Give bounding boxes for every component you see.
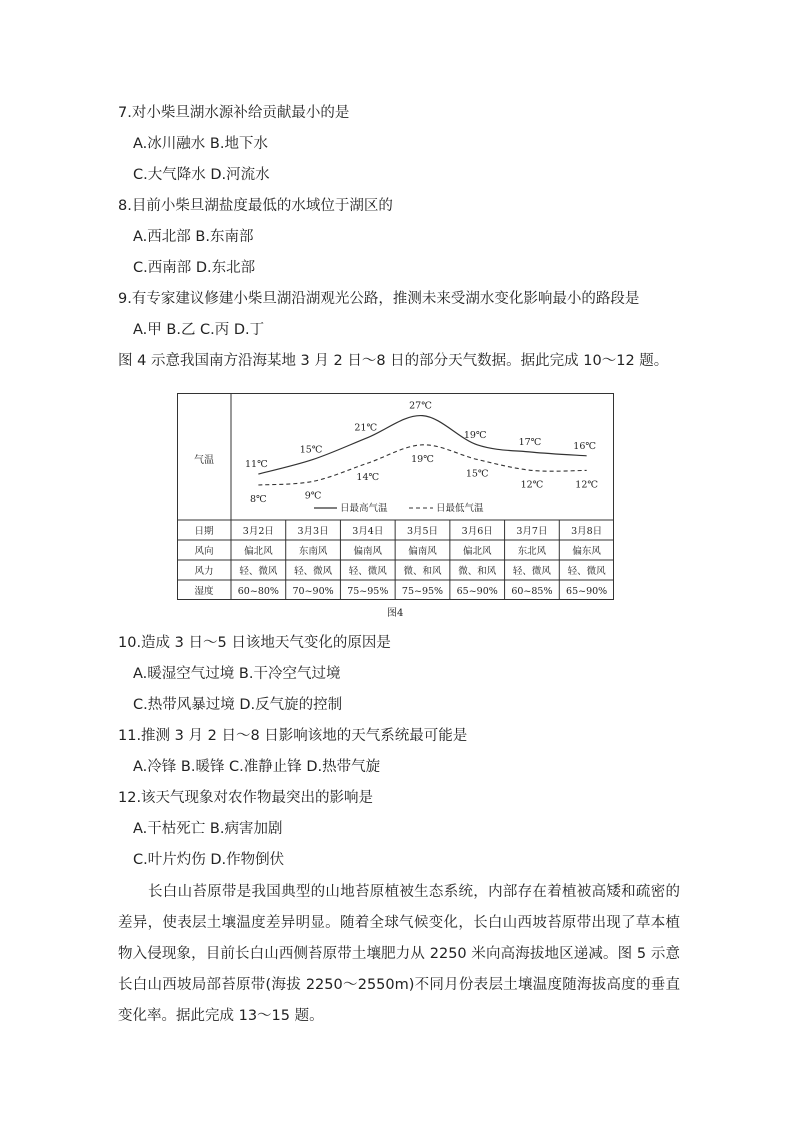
low-temp-label: 14℃: [356, 472, 380, 484]
wind-direction-cell: 偏南风: [408, 546, 437, 557]
question-9-stem: 9.有专家建议修建小柴旦湖沿湖观光公路，推测未来受湖水变化影响最小的路段是: [118, 291, 640, 307]
high-temp-label: 27℃: [409, 400, 432, 412]
high-temp-label: 19℃: [463, 429, 487, 441]
wind-force-cell: 轻、微风: [239, 566, 278, 577]
question-7-stem: 7.对小柴旦湖水源补给贡献最小的是: [118, 105, 350, 121]
question-10-option-cd: C.热带风暴过境 D.反气旋的控制: [133, 697, 343, 713]
humidity-cell: 60~80%: [237, 586, 279, 597]
humidity-cell: 65~90%: [566, 586, 608, 597]
wind-direction-cell: 东北风: [517, 546, 547, 557]
high-temp-label: 15℃: [299, 444, 323, 456]
row-header-wind-dir: 风向: [194, 546, 214, 557]
high-temp-label: 21℃: [354, 422, 378, 434]
figure-intro: 图 4 示意我国南方沿海某地 3 月 2 日～8 日的部分天气数据。据此完成 10～12 题。: [118, 353, 669, 369]
low-temp-labels: [250, 454, 598, 505]
wind-direction-cell: 东南风: [298, 546, 328, 557]
wind-direction-cell: 偏北风: [462, 546, 492, 557]
wind-direction-cell: 偏北风: [244, 546, 273, 557]
passage-paragraph: 长白山苔原带是我国典型的山地苔原植被生态系统，内部存在着植被高矮和疏密的差异，使表层土壤温度差异明显。随着全球气候变化，长白山西坡苔原带出现了草本植物入侵现象，目前长白山西侧苔原带土壤肥力从 2250 米向高海拔地区递减。图 5 示意长白山西坡局部苔原带(海拔 2250～2550m)不同月份表层土壤温度随海拔高度的垂直变化率。据此完成 13～15 题。: [118, 884, 680, 1024]
question-10-stem: 10.造成 3 日～5 日该地天气变化的原因是: [118, 635, 391, 651]
legend-high-label: 日最高气温: [340, 503, 388, 514]
humidity-cell: 60~85%: [511, 586, 553, 597]
wind-force-cell: 轻、微风: [512, 566, 551, 577]
high-temp-label: 11℃: [244, 459, 268, 471]
high-temp-label: 16℃: [573, 440, 597, 452]
table-cells: [238, 526, 607, 597]
legend: [314, 502, 484, 514]
question-7-option-cd: C.大气降水 D.河流水: [133, 167, 270, 183]
low-temp-label: 15℃: [465, 468, 489, 480]
question-12-option-ab: A.干枯死亡 B.病害加剧: [133, 821, 283, 837]
low-temp-label: 8℃: [250, 494, 267, 505]
question-9-options: A.甲 B.乙 C.丙 D.丁: [133, 322, 265, 338]
date-cell: 3月2日: [242, 526, 274, 537]
wind-force-cell: 微、和风: [458, 566, 497, 577]
high-temp-label: 17℃: [518, 437, 542, 449]
weather-figure: [177, 393, 614, 601]
date-cell: 3月7日: [516, 526, 548, 537]
question-11-stem: 11.推测 3 月 2 日～8 日影响该地的天气系统最可能是: [118, 728, 468, 744]
wind-force-cell: 轻、微风: [348, 566, 387, 577]
question-8-option-cd: C.西南部 D.东北部: [133, 260, 256, 276]
wind-force-cell: 微、和风: [403, 566, 442, 577]
date-cell: 3月5日: [406, 526, 439, 537]
wind-force-cell: 轻、微风: [294, 566, 333, 577]
low-temp-label: 12℃: [520, 479, 544, 491]
wind-direction-cell: 偏南风: [353, 546, 383, 557]
date-cell: 3月8日: [571, 526, 603, 537]
row-header-date: 日期: [194, 526, 214, 537]
date-cell: 3月3日: [297, 526, 329, 537]
humidity-cell: 75~95%: [401, 586, 444, 597]
low-temp-label: 12℃: [575, 479, 599, 491]
question-10-option-ab: A.暖湿空气过境 B.干冷空气过境: [133, 666, 341, 682]
question-12-option-cd: C.叶片灼伤 D.作物倒伏: [133, 852, 285, 868]
row-header-humidity: 湿度: [194, 586, 214, 597]
low-temp-label: 9℃: [304, 490, 322, 502]
humidity-cell: 75~95%: [347, 586, 389, 597]
humidity-cell: 65~90%: [456, 586, 498, 597]
figure-caption: 图4: [387, 608, 404, 619]
question-8-stem: 8.目前小柴旦湖盐度最低的水域位于湖区的: [118, 198, 393, 214]
date-cell: 3月4日: [352, 526, 384, 537]
question-12-stem: 12.该天气现象对农作物最突出的影响是: [118, 790, 374, 806]
wind-force-cell: 轻、微风: [567, 566, 606, 577]
wind-direction-cell: 偏东风: [572, 546, 601, 557]
humidity-cell: 70~90%: [292, 586, 334, 597]
question-7-option-ab: A.冰川融水 B.地下水: [133, 136, 268, 152]
row-header-wind-force: 风力: [194, 566, 214, 577]
question-8-option-ab: A.西北部 B.东南部: [133, 229, 254, 245]
question-11-options: A.冷锋 B.暖锋 C.准静止锋 D.热带气旋: [133, 759, 381, 775]
y-axis-label: 气温: [194, 455, 214, 466]
legend-low-label: 日最低气温: [436, 503, 484, 514]
low-temp-label: 19℃: [411, 453, 434, 465]
date-cell: 3月6日: [461, 526, 493, 537]
